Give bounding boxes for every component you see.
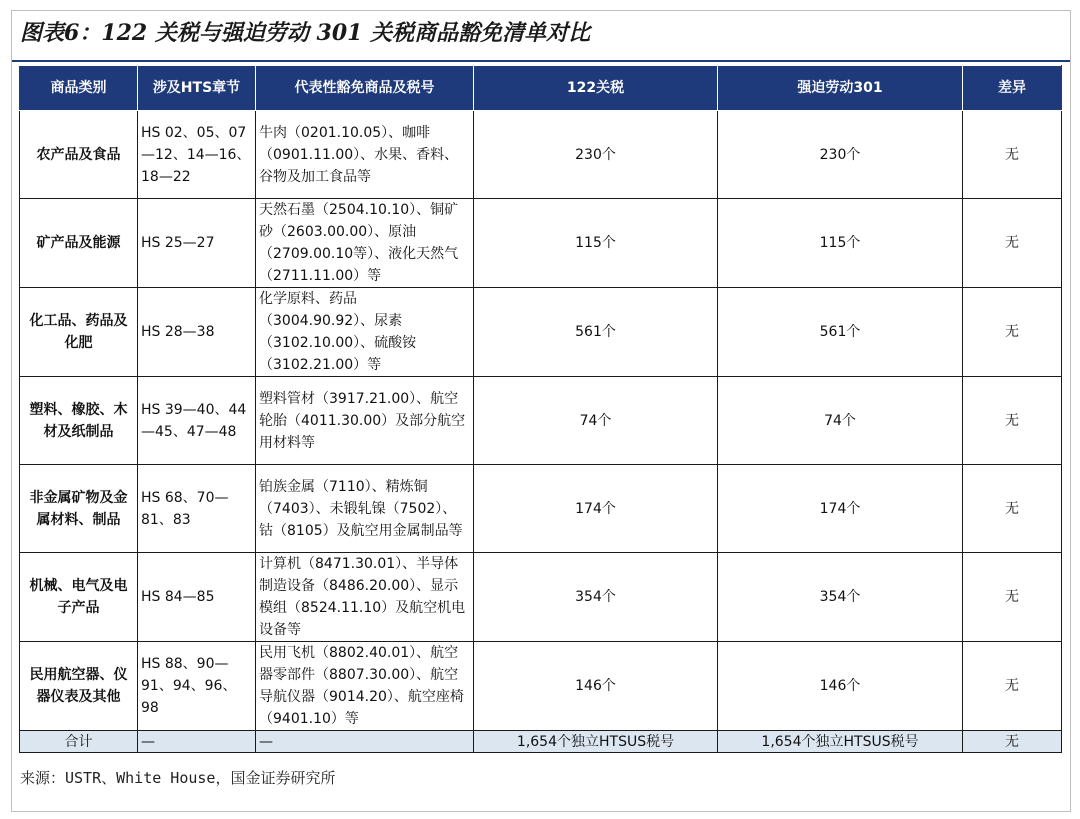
- products-cell: 化学原料、药品（3004.90.92）、尿素（3102.10.00）、硫酸铵（3102.21.00）等: [256, 288, 474, 377]
- tariff-301-cell: 115个: [718, 199, 963, 288]
- difference-cell: 无: [963, 377, 1062, 465]
- difference-cell: 无: [963, 553, 1062, 642]
- tariff-301-cell: 230个: [718, 111, 963, 199]
- category-cell: 民用航空器、仪器仪表及其他: [20, 642, 138, 731]
- table-row: [20, 642, 1062, 731]
- products-cell: 天然石墨（2504.10.10）、铜矿砂（2603.00.00）、原油（2709.00.10等）、液化天然气（2711.11.00）等: [256, 199, 474, 288]
- difference-cell: 无: [963, 465, 1062, 553]
- total-tariff-301-cell: 1,654个独立HTSUS税号: [718, 731, 963, 753]
- total-tariff-122-cell: 1,654个独立HTSUS税号: [474, 731, 718, 753]
- hts-cell: HS 68、70—81、83: [138, 465, 256, 553]
- products-cell: 牛肉（0201.10.05）、咖啡（0901.11.00）、水果、香料、谷物及加工食品等: [256, 111, 474, 199]
- tariff-301-cell: 354个: [718, 553, 963, 642]
- category-cell: 化工品、药品及化肥: [20, 288, 138, 377]
- table-total-row: [20, 731, 1062, 753]
- difference-cell: 无: [963, 288, 1062, 377]
- hts-cell: HS 25—27: [138, 199, 256, 288]
- column-header: 差异: [963, 66, 1062, 111]
- tariff-301-cell: 174个: [718, 465, 963, 553]
- table-header-row: [20, 66, 1062, 111]
- column-header: 122关税: [474, 66, 718, 111]
- column-header: 商品类别: [20, 66, 138, 111]
- figure-title: 图表6：122 关税与强迫劳动 301 关税商品豁免清单对比: [20, 20, 591, 46]
- tariff-301-cell: 146个: [718, 642, 963, 731]
- tariff-301-cell: 561个: [718, 288, 963, 377]
- products-cell: 计算机（8471.30.01）、半导体制造设备（8486.20.00）、显示模组（8524.11.10）及航空机电设备等: [256, 553, 474, 642]
- products-cell: 塑料管材（3917.21.00）、航空轮胎（4011.30.00）及部分航空用材料等: [256, 377, 474, 465]
- category-cell: 矿产品及能源: [20, 199, 138, 288]
- total-difference-cell: 无: [963, 731, 1062, 753]
- total-hts-cell: —: [138, 731, 256, 753]
- difference-cell: 无: [963, 642, 1062, 731]
- products-cell: 民用飞机（8802.40.01）、航空器零部件（8807.30.00）、航空导航仪器（9014.20）、航空座椅（9401.10）等: [256, 642, 474, 731]
- tariff-122-cell: 74个: [474, 377, 718, 465]
- total-products-cell: —: [256, 731, 474, 753]
- column-header: 强迫劳动301: [718, 66, 963, 111]
- table-row: [20, 288, 1062, 377]
- tariff-301-cell: 74个: [718, 377, 963, 465]
- table-row: [20, 111, 1062, 199]
- difference-cell: 无: [963, 199, 1062, 288]
- products-cell: 铂族金属（7110）、精炼铜（7403）、未锻轧镍（7502）、钴（8105）及航空用金属制品等: [256, 465, 474, 553]
- source-note: 来源：USTR、White House，国金证券研究所: [20, 769, 336, 787]
- hts-cell: HS 02、05、07—12、14—16、18—22: [138, 111, 256, 199]
- difference-cell: 无: [963, 111, 1062, 199]
- category-cell: 塑料、橡胶、木材及纸制品: [20, 377, 138, 465]
- tariff-122-cell: 146个: [474, 642, 718, 731]
- hts-cell: HS 88、90—91、94、96、98: [138, 642, 256, 731]
- hts-cell: HS 28—38: [138, 288, 256, 377]
- category-cell: 非金属矿物及金属材料、制品: [20, 465, 138, 553]
- table-row: [20, 553, 1062, 642]
- table-row: [20, 377, 1062, 465]
- comparison-table: [19, 65, 1062, 753]
- table-row: [20, 465, 1062, 553]
- column-header: 代表性豁免商品及税号: [256, 66, 474, 111]
- tariff-122-cell: 561个: [474, 288, 718, 377]
- tariff-122-cell: 354个: [474, 553, 718, 642]
- tariff-122-cell: 174个: [474, 465, 718, 553]
- tariff-122-cell: 115个: [474, 199, 718, 288]
- tariff-122-cell: 230个: [474, 111, 718, 199]
- category-cell: 农产品及食品: [20, 111, 138, 199]
- category-cell: 机械、电气及电子产品: [20, 553, 138, 642]
- table-row: [20, 199, 1062, 288]
- hts-cell: HS 84—85: [138, 553, 256, 642]
- hts-cell: HS 39—40、44—45、47—48: [138, 377, 256, 465]
- title-divider: [12, 60, 1070, 62]
- total-label-cell: 合计: [20, 731, 138, 753]
- column-header: 涉及HTS章节: [138, 66, 256, 111]
